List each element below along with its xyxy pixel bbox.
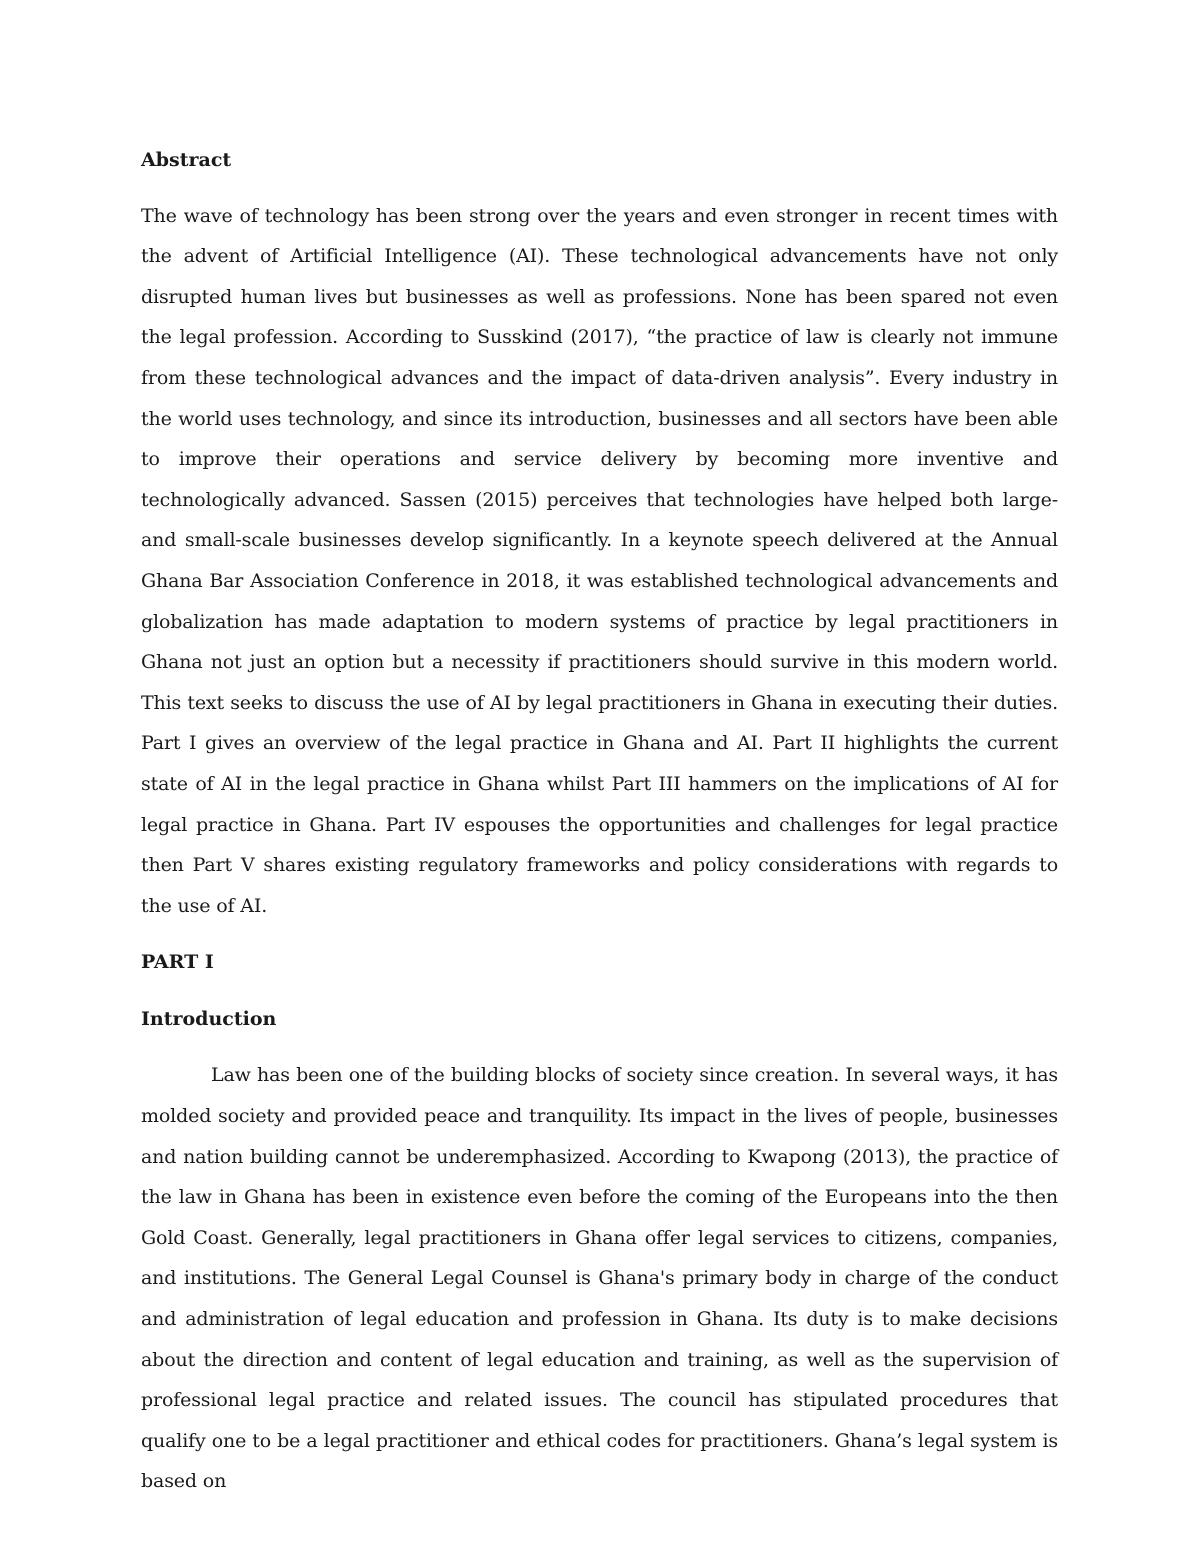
abstract-heading: Abstract — [141, 149, 232, 171]
introduction-paragraph: Law has been one of the building blocks of society since creation. In several ways, it has molded society and provided peace and tranquility. Its impact in the lives of people, businesses and nation building cannot be underemphasized. According to Kwapong (2013), the practice of the law in Ghana has been in existence even before the coming of the Europeans into the then Gold Coast. Generally, legal practitioners in Ghana offer legal services to citizens, companies, and institutions. The General Legal Counsel is Ghana's primary body in charge of the conduct and administration of legal education and profession in Ghana. Its duty is to make decisions about the direction and content of legal education and training, as well as the supervision of professional legal practice and related issues. The council has stipulated procedures that qualify one to be a legal practitioner and ethical codes for practitioners. Ghana’s legal system is based on — [141, 1064, 1058, 1493]
abstract-paragraph: The wave of technology has been strong over the years and even stronger in recent times with the advent of Artificial Intelligence (AI). These technological advancements have not only disrupted human lives but businesses as well as professions. None has been spared not even the legal profession. According to Susskind (2017), “the practice of law is clearly not immune from these technological advances and the impact of data-driven analysis”. Every industry in the world uses technology, and since its introduction, businesses and all sectors have been able to improve their operations and service delivery by becoming more inventive and technologically advanced. Sassen (2015) perceives that technologies have helped both large- and small-scale businesses develop significantly. In a keynote speech delivered at the Annual Ghana Bar Association Conference in 2018, it was established technological advancements and globalization has made adaptation to modern systems of practice by legal practitioners in Ghana not just an option but a necessity if practitioners should survive in this modern world. This text seeks to discuss the use of AI by legal practitioners in Ghana in executing their duties. Part I gives an overview of the legal practice in Ghana and AI. Part II highlights the current state of AI in the legal practice in Ghana whilst Part III hammers on the implications of AI for legal practice in Ghana. Part IV espouses the opportunities and challenges for legal practice then Part V shares existing regulatory frameworks and policy considerations with regards to the use of AI. — [141, 204, 1058, 917]
introduction-heading: Introduction — [141, 1007, 277, 1030]
document-content — [141, 140, 1058, 1502]
part-one-heading: PART I — [141, 951, 214, 974]
